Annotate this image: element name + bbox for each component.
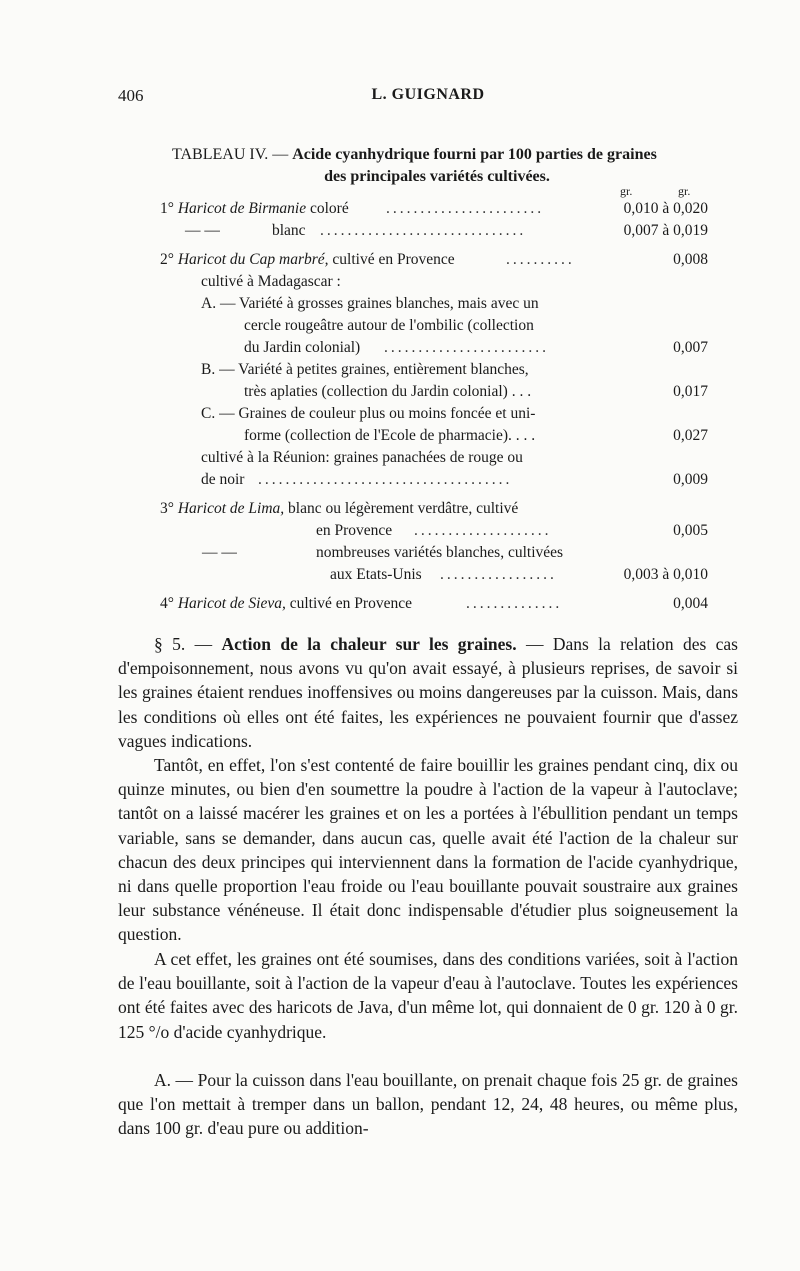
table-row [0,447,800,469]
paragraph [118,753,738,947]
row-value: 0,017 [673,383,708,400]
row-number: 1° [160,200,174,217]
table-row [0,315,800,337]
row-label: C. — Graines de couleur plus ou moins foncée et uni- [201,405,536,422]
page-header [118,86,738,110]
table-row [0,403,800,425]
row-label: de noir [201,471,245,488]
leader-dots: .............................. [320,222,527,239]
unit-label-2: gr. [678,184,691,198]
row-value: 0,007 à 0,019 [623,222,708,239]
row-value: 0,027 [673,427,708,444]
paragraph-text: Tantôt, en effet, l'on s'est contenté de faire bouillir les graines pendant cinq, dix ou quinze minutes, ou bien d'en soumettre la poudre à l'action de la vapeur à l'autoclave; tantôt on a laissé macérer les graines et on les a portées à l'ébullition pendant un temps variable, sans se demander, dans aucun cas, quelle avait été l'action de la chaleur sur chacun des deux principes qui interviennent dans la formation de l'acide cyanhydrique, ni dans quelle proportion l'eau froide ou l'eau bouillante pouvait soustraire aux graines leur substance vénéneuse. Il était donc indispensable d'étudier plus soigneusement la question. [118,755,738,945]
row-value: 0,008 [673,251,708,268]
leader-dots: ........................ [384,339,549,356]
unit-label-1: gr. [620,184,633,198]
row-number: 4° [160,595,174,612]
variety-name: Haricot de Birmanie [177,200,307,217]
row-label: aux Etats-Unis [330,566,422,583]
table-title [172,144,702,188]
row-label: blanc ou légèrement verdâtre, cultivé [284,500,519,517]
row-label: cultivé en Provence [285,595,412,612]
row-label: A. — Variété à grosses graines blanches, mais avec un [201,295,539,312]
variety-name: Haricot de Lima, [177,500,285,517]
ditto-marks: — — [185,222,220,239]
row-label: coloré [306,200,349,217]
row-label: cultivé à la Réunion: graines panachées de rouge ou [201,449,523,466]
leader-dots: ..................................... [258,471,513,488]
table-row [0,542,800,564]
leader-dots: ................. [440,566,557,583]
row-value: 0,007 [673,339,708,356]
leader-dots: .............. [466,595,563,612]
row-label: très aplaties (collection du Jardin colonial) . . . [244,383,532,400]
table-row [0,425,800,447]
table-row [0,520,800,542]
table-row [0,220,800,242]
table-row [0,469,800,491]
row-value: 0,010 à 0,020 [623,200,708,217]
row-value: 0,003 à 0,010 [623,566,708,583]
row-label: cercle rougeâtre autour de l'ombilic (collection [244,317,534,334]
row-number: 3° [160,500,174,517]
table-row [0,271,800,293]
paragraph [118,1068,738,1141]
row-number: 2° [160,251,174,268]
row-label: B. — Variété à petites graines, entièrement blanches, [201,361,529,378]
running-head: L. GUIGNARD [371,86,485,103]
paragraph [118,947,738,1044]
table-row [0,249,800,271]
table-row [0,564,800,586]
row-value: 0,009 [673,471,708,488]
page-number: 406 [118,86,144,105]
table-row [0,359,800,381]
table-row [0,198,800,220]
table-row [0,381,800,403]
table-title-prefix: TABLEAU IV. — [172,146,293,163]
row-label: blanc [272,222,306,239]
row-label: forme (collection de l'Ecole de pharmacie). . . . [244,427,536,444]
variety-name: Haricot de Sieva, [177,595,286,612]
ditto-marks: — — [202,544,237,561]
leader-dots: .......... [506,251,575,268]
paragraph-text: — Dans la relation des cas d'empoisonnement, nous avons vu qu'on avait essayé, à plusieurs reprises, de savoir si les graines étaient rendues inoffensives ou moins dangereuses par la cuisson. Mais, dans les conditions où elles ont été faites, les expériences ne pouvaient fournir que d'assez vagues indications. [118,634,738,751]
table-title-bold-1: Acide cyanhydrique fourni par 100 parties de graines [292,146,657,163]
row-value: 0,004 [673,595,708,612]
section-paragraph [118,632,738,753]
leader-dots: .................... [414,522,552,539]
table-row [0,293,800,315]
paragraph-text: A. — Pour la cuisson dans l'eau bouillante, on prenait chaque fois 25 gr. de graines que l'on mettait à tremper dans un ballon, pendant 12, 24, 48 heures, ou même plus, dans 100 gr. d'eau pure ou addition- [118,1070,738,1139]
variety-name: Haricot du Cap marbré, [177,251,329,268]
section-title: Action de la chaleur sur les graines. [221,634,517,654]
table-title-bold-2: des principales variétés cultivées. [324,168,550,185]
table-row [0,337,800,359]
row-label: cultivé à Madagascar : [201,273,341,290]
row-label: du Jardin colonial) [244,339,361,356]
table-row [0,593,800,615]
section-number: § 5. — [154,634,222,654]
leader-dots: ....................... [386,200,545,217]
row-value: 0,005 [673,522,708,539]
table-row [0,498,800,520]
row-label: en Provence [316,522,393,539]
row-label: cultivé en Provence [328,251,455,268]
row-label: nombreuses variétés blanches, cultivées [316,544,564,561]
paragraph-text: A cet effet, les graines ont été soumises, dans des conditions variées, soit à l'action de l'eau bouillante, soit à l'action de la vapeur d'eau à l'autoclave. Toutes les expériences ont été faites avec des haricots de Java, d'un même lot, qui donnaient de 0 gr. 120 à 0 gr. 125 °/o d'acide cyanhydrique. [118,949,738,1042]
